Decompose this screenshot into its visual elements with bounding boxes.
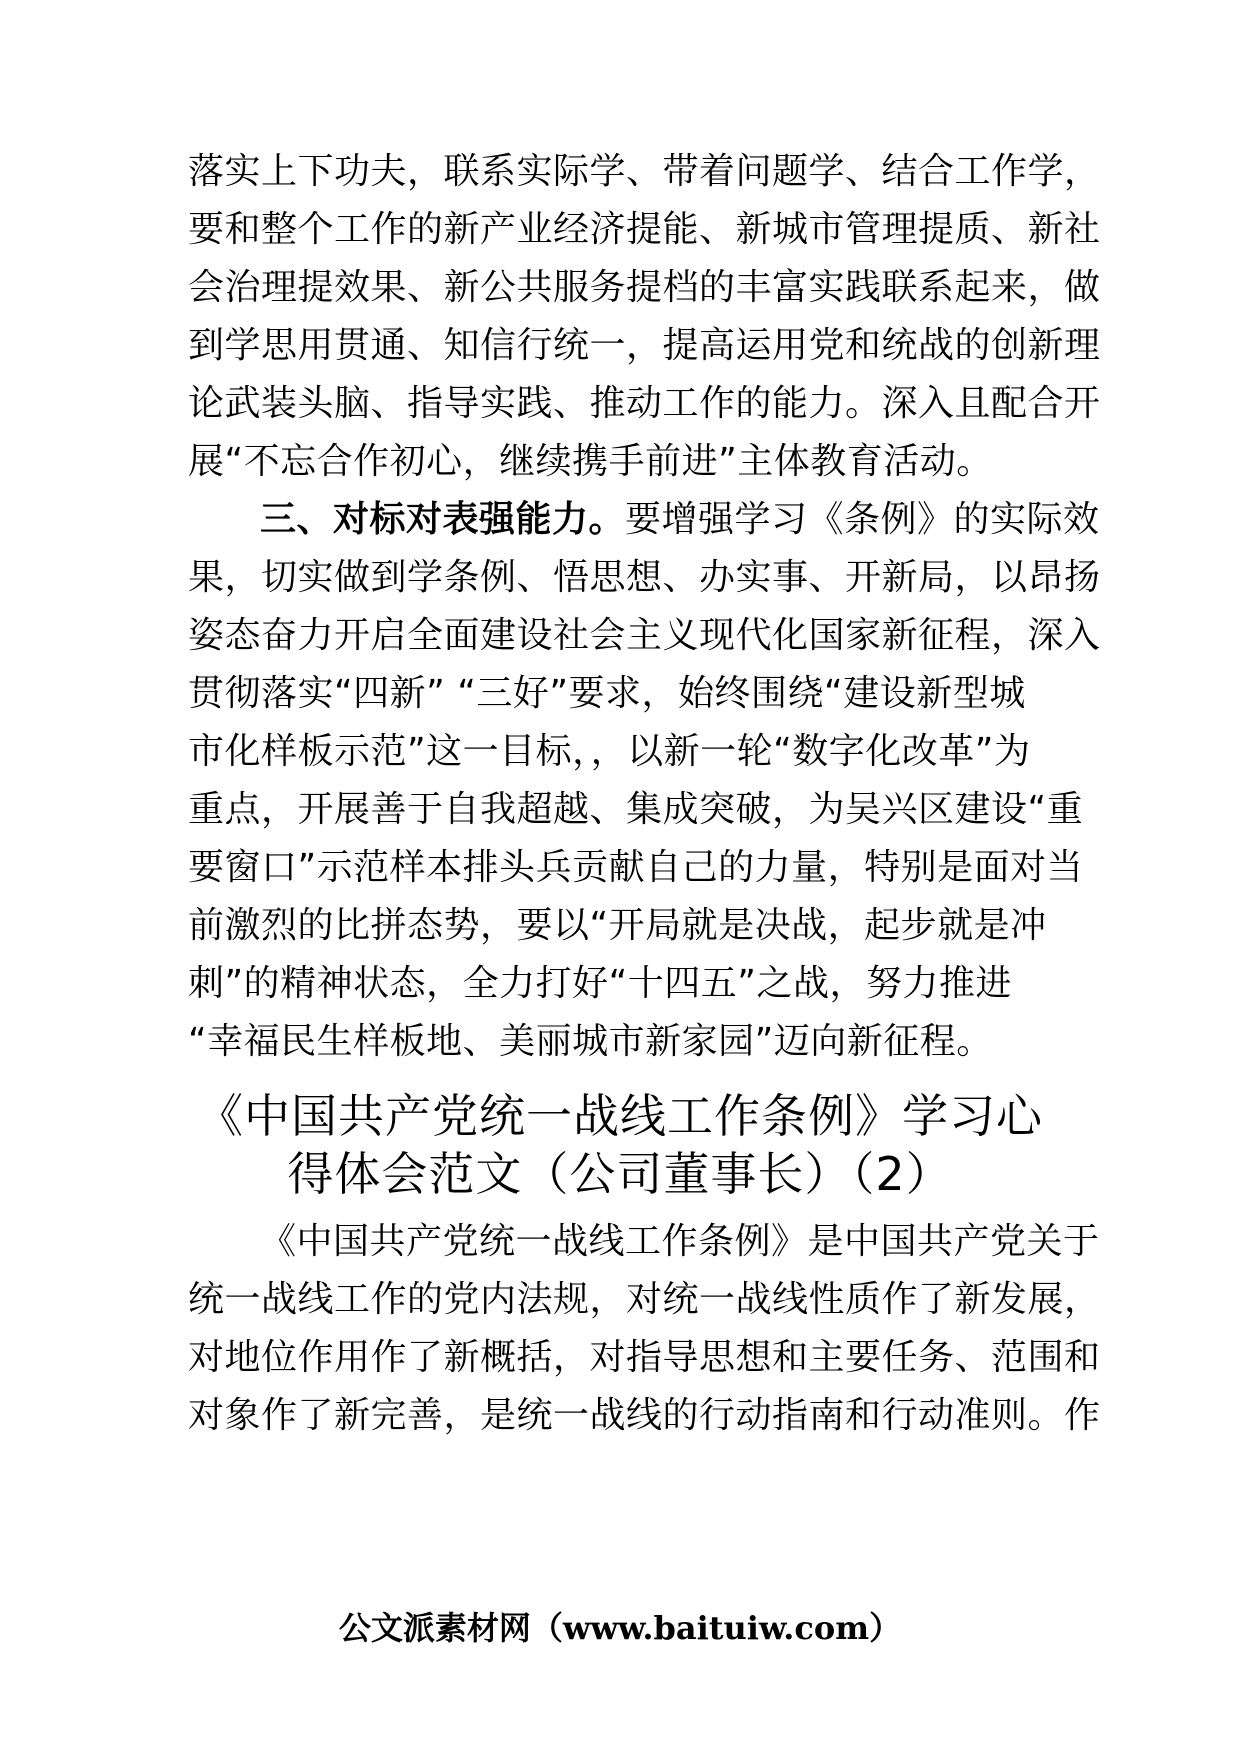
article-title-line-2: 得体会范文（公司董事长）（2） — [287, 1147, 953, 1201]
text-line: 刺”的精神状态，全力打好“十四五”之战，努力推进 — [188, 963, 1012, 1004]
text-line: 到学思用贯通、知信行统一，提高运用党和统战的创新理 — [188, 325, 1101, 366]
article-title-line-1: 《中国共产党统一战线工作条例》学习心 — [197, 1089, 1043, 1143]
text-line: 市化样板示范”这一目标，，以新一轮“数字化改革”为 — [188, 731, 1031, 772]
intro-first-line: 《中国共产党统一战线工作条例》是中国共产党关于 — [260, 1221, 1100, 1262]
text-line: 论武装头脑、指导实践、推动工作的能力。深入且配合开 — [188, 383, 1101, 424]
text-line: 姿态奋力开启全面建设社会主义现代化国家新征程，深入 — [188, 615, 1101, 656]
footer-source: 公文派素材网（www.baituiw.com） — [338, 1609, 902, 1647]
text-line: “幸福民生样板地、美丽城市新家园”迈向新征程。 — [188, 1021, 993, 1062]
section-3-first-line — [260, 498, 1100, 542]
text-line: 会治理提效果、新公共服务提档的丰富实践联系起来，做 — [188, 267, 1101, 308]
text-line: 统一战线工作的党内法规，对统一战线性质作了新发展， — [188, 1279, 1101, 1320]
section-3-heading: 三、对标对表强能力。 — [260, 499, 626, 540]
text-line: 前激烈的比拼态势，要以“开局就是决战，起步就是冲 — [188, 905, 1047, 946]
text-line: 对地位作用作了新概括，对指导思想和主要任务、范围和 — [188, 1337, 1101, 1378]
section-3-first-line-text: 要增强学习《条例》的实际效 — [625, 499, 1100, 540]
text-line: 要窗口”示范样本排头兵贡献自己的力量，特别是面对当 — [188, 847, 1084, 888]
text-line: 重点，开展善于自我超越、集成突破，为吴兴区建设“重 — [188, 789, 1084, 830]
text-line: 落实上下功夫，联系实际学、带着问题学、结合工作学， — [188, 151, 1101, 192]
text-line: 要和整个工作的新产业经济提能、新城市管理提质、新社 — [188, 209, 1101, 250]
text-line: 展“不忘合作初心，继续携手前进”主体教育活动。 — [188, 441, 993, 482]
text-line: 贯彻落实“四新” “三好”要求，始终围绕“建设新型城 — [188, 673, 1026, 714]
text-line: 果，切实做到学条例、悟思想、办实事、开新局，以昂扬 — [188, 557, 1101, 598]
text-line: 对象作了新完善，是统一战线的行动指南和行动准则。作 — [188, 1395, 1101, 1436]
